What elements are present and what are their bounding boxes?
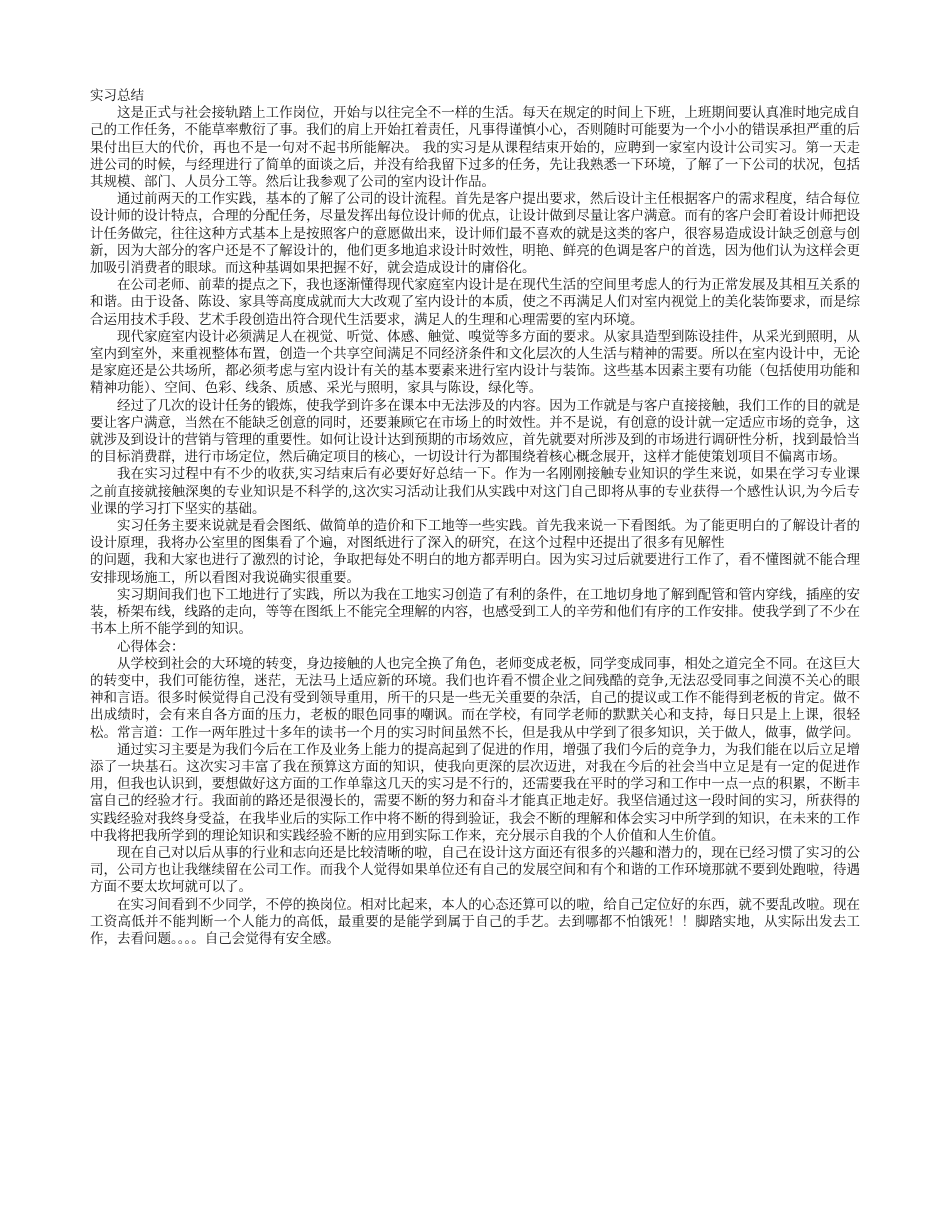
paragraph-requirements: 现代家庭室内设计必须满足人在视觉、听觉、体感、触觉、嗅觉等多方面的要求。从家具造型到陈设挂件，从采光到照明，从室内到室外，来重视整体布置，创造一个共享空间满足不同经济条件和文化层次的人生活与精神的需要。所以在室内设计中，无论是家庭还是公共场所，都必须考虑与室内设计有关的基本要素来进行室内设计与装饰。这些基本因素主要有功能（包括使用功能和精神功能）、空间、色彩、线条、质感、采光与照明，家具与陈设，绿化等。 [90, 328, 860, 397]
paragraph-design-process: 通过前两天的工作实践，基本的了解了公司的设计流程。首先是客户提出要求，然后设计主任根据客户的需求程度，结合每位设计师的设计特点，合理的分配任务，尽量发挥出每位设计师的优点，让设计做到尽量让客户满意。而有的客户会盯着设计师把设计任务做完，往往这种方式基本上是按照客户的意愿做出来，设计师们最不喜欢的就是这类的客户，很容易造成设计缺乏创意与创新，因为大部分的客户还是不了解设计的，他们更多地追求设计时效性，明艳、鲜亮的色调是客户的首选，因为他们认为这样会更加吸引消费者的眼球。而这种基调如果把握不好，就会造成设计的庸俗化。 [90, 191, 860, 277]
paragraph-competitiveness: 通过实习主要是为我们今后在工作及业务上能力的提高起到了促进的作用，增强了我们今后的竞争力，为我们能在以后立足增添了一块基石。这次实习丰富了我在预算这方面的知识，使我向更深的层次迈进，对我在今后的社会当中立足是有一定的促进作用，但我也认识到，要想做好这方面的工作单靠这几天的实习是不行的，还需要我在平时的学习和工作中一点一点的积累，不断丰富自己的经验才行。我面前的路还是很漫长的，需要不断的努力和奋斗才能真正地走好。我坚信通过这一段时间的实习，所获得的实践经验对我终身受益，在我毕业后的实际工作中将不断的得到验证，我会不断的理解和体会实习中所学到的知识，在未来的工作中我将把我所学到的理论知识和实践经验不断的应用到实际工作来，充分展示自我的个人价值和人生价值。 [90, 741, 860, 844]
paragraph-intro: 这是正式与社会接轨踏上工作岗位，开始与以往完全不一样的生活。每天在规定的时间上下班，上班期间要认真准时地完成自己的工作任务，不能草率敷衍了事。我们的肩上开始扛着责任，凡事得谨慎小心，否则随时可能要为一个小小的错误承担严重的后果付出巨大的代价，再也不是一句对不起书所能解决。 我的实习是从课程结束开始的，应聘到一家室内设计公司实习。第一天走进公司的时候，与经理进行了简单的面谈之后，并没有给我留下过多的任务，先让我熟悉一下环境，了解了一下公司的状况，包括其规模、部门、人员分工等。然后让我参观了公司的室内设计作品。 [90, 105, 860, 191]
paragraph-harvest: 我在实习过程中有不少的收获,实习结束后有必要好好总结一下。作为一名刚刚接触专业知识的学生来说，如果在学习专业课之前直接就接触深奥的专业知识是不科学的,这次实习活动让我们从实践中对这门自己即将从事的专业获得一个感性认识,为今后专业课的学习打下坚实的基础。 [90, 466, 860, 517]
document-title: 实习总结 [90, 88, 144, 104]
paragraph-modern-interior: 在公司老师、前辈的提点之下，我也逐渐懂得现代家庭室内设计是在现代生活的空间里考虑人的行为正常发展及其相互关系的和谐。由于设备、陈设、家具等高度成就而大大改观了室内设计的本质，使之不再满足人们对室内视觉上的美化装饰要求，而是综合运用技术手段、艺术手段创造出符合现代生活要求，满足人的生理和心理需要的室内环境。 [90, 277, 860, 328]
section-heading-reflection: 心得体会： [117, 638, 185, 655]
paragraph-transition: 从学校到社会的大环境的转变，身边接触的人也完全换了角色，老师变成老板，同学变成同事，相处之道完全不同。在这巨大的转变中，我们可能彷徨，迷茫，无法马上适应新的环境。我们也许看不惯企业之间残酷的竞争,无法忍受同事之间漠不关心的眼神和言语。很多时候觉得自己没有受到领导重用，所干的只是一些无关重要的杂活，自己的提议或工作不能得到老板的肯定。做不出成绩时，会有来自各方面的压力，老板的眼色同事的嘲讽。而在学校，有同学老师的默默关心和支持，每日只是上上课，很轻松。常言道：工作一两年胜过十多年的读书一个月的实习时间虽然不长，但是我从中学到了很多知识，关于做人，做事，做学问。 [90, 655, 860, 741]
paragraph-site-practice: 实习期间我们也下工地进行了实践，所以为我在工地实习创造了有利的条件，在工地切身地了解到配管和管内穿线，插座的安装，桥架布线，线路的走向，等等在图纸上不能完全理解的内容，也感受到工人的辛劳和他们有序的工作安排。使我学到了不少在书本上所不能学到的知识。 [90, 586, 860, 638]
paragraph-drawings-continued: 的问题，我和大家也进行了激烈的讨论，争取把每处不明白的地方都弄明白。因为实习过后就要进行工作了，看不懂图就不能合理安排现场施工，所以看图对我说确实很重要。 [90, 552, 860, 586]
paragraph-career: 现在自己对以后从事的行业和志向还是比较清晰的啦，自己在设计这方面还有很多的兴趣和潜力的，现在已经习惯了实习的公司，公司方也让我继续留在公司工作。而我个人觉得如果单位还有自己的发展空间和有个和谐的工作环境那就不要到处跑啦，待遇方面不要太坎坷就可以了。 [90, 844, 860, 896]
paragraph-market: 经过了几次的设计任务的锻炼，使我学到许多在课本中无法涉及的内容。因为工作就是与客户直接接触，我们工作的目的就是要让客户满意，当然在不能缺乏创意的同时，还要兼顾它在市场上的时效性。并不是说，有创意的设计就一定适应市场的竞争，这就涉及到设计的营销与管理的重要性。如何让设计达到预期的市场效应，首先就要对所涉及到的市场进行调研性分析，找到最恰当的目标消费群，进行市场定位，然后确定项目的核心，一切设计行为都围绕着核心概念展开，这样才能使策划项目不偏离市场。 [90, 397, 860, 466]
document-page [90, 88, 860, 948]
paragraph-drawings: 实习任务主要来说就是看会图纸、做简单的造价和下工地等一些实践。首先我来说一下看图纸。为了能更明白的了解设计者的设计原理，我将办公室里的图集看了个遍，对图纸进行了深入的研究，在这个过程中还提出了很多有见解性 [90, 518, 860, 552]
paragraph-attitude: 在实习间看到不少同学，不停的换岗位。相对比起来，本人的心态还算可以的啦，给自己定位好的东西，就不要乱改啦。现在工资高低并不能判断一个人能力的高低，最重要的是能学到属于自己的手艺。去到哪都不怕饿死！！脚踏实地，从实际出发去工作，去看问题。。。。自己会觉得有安全感。 [90, 896, 860, 947]
